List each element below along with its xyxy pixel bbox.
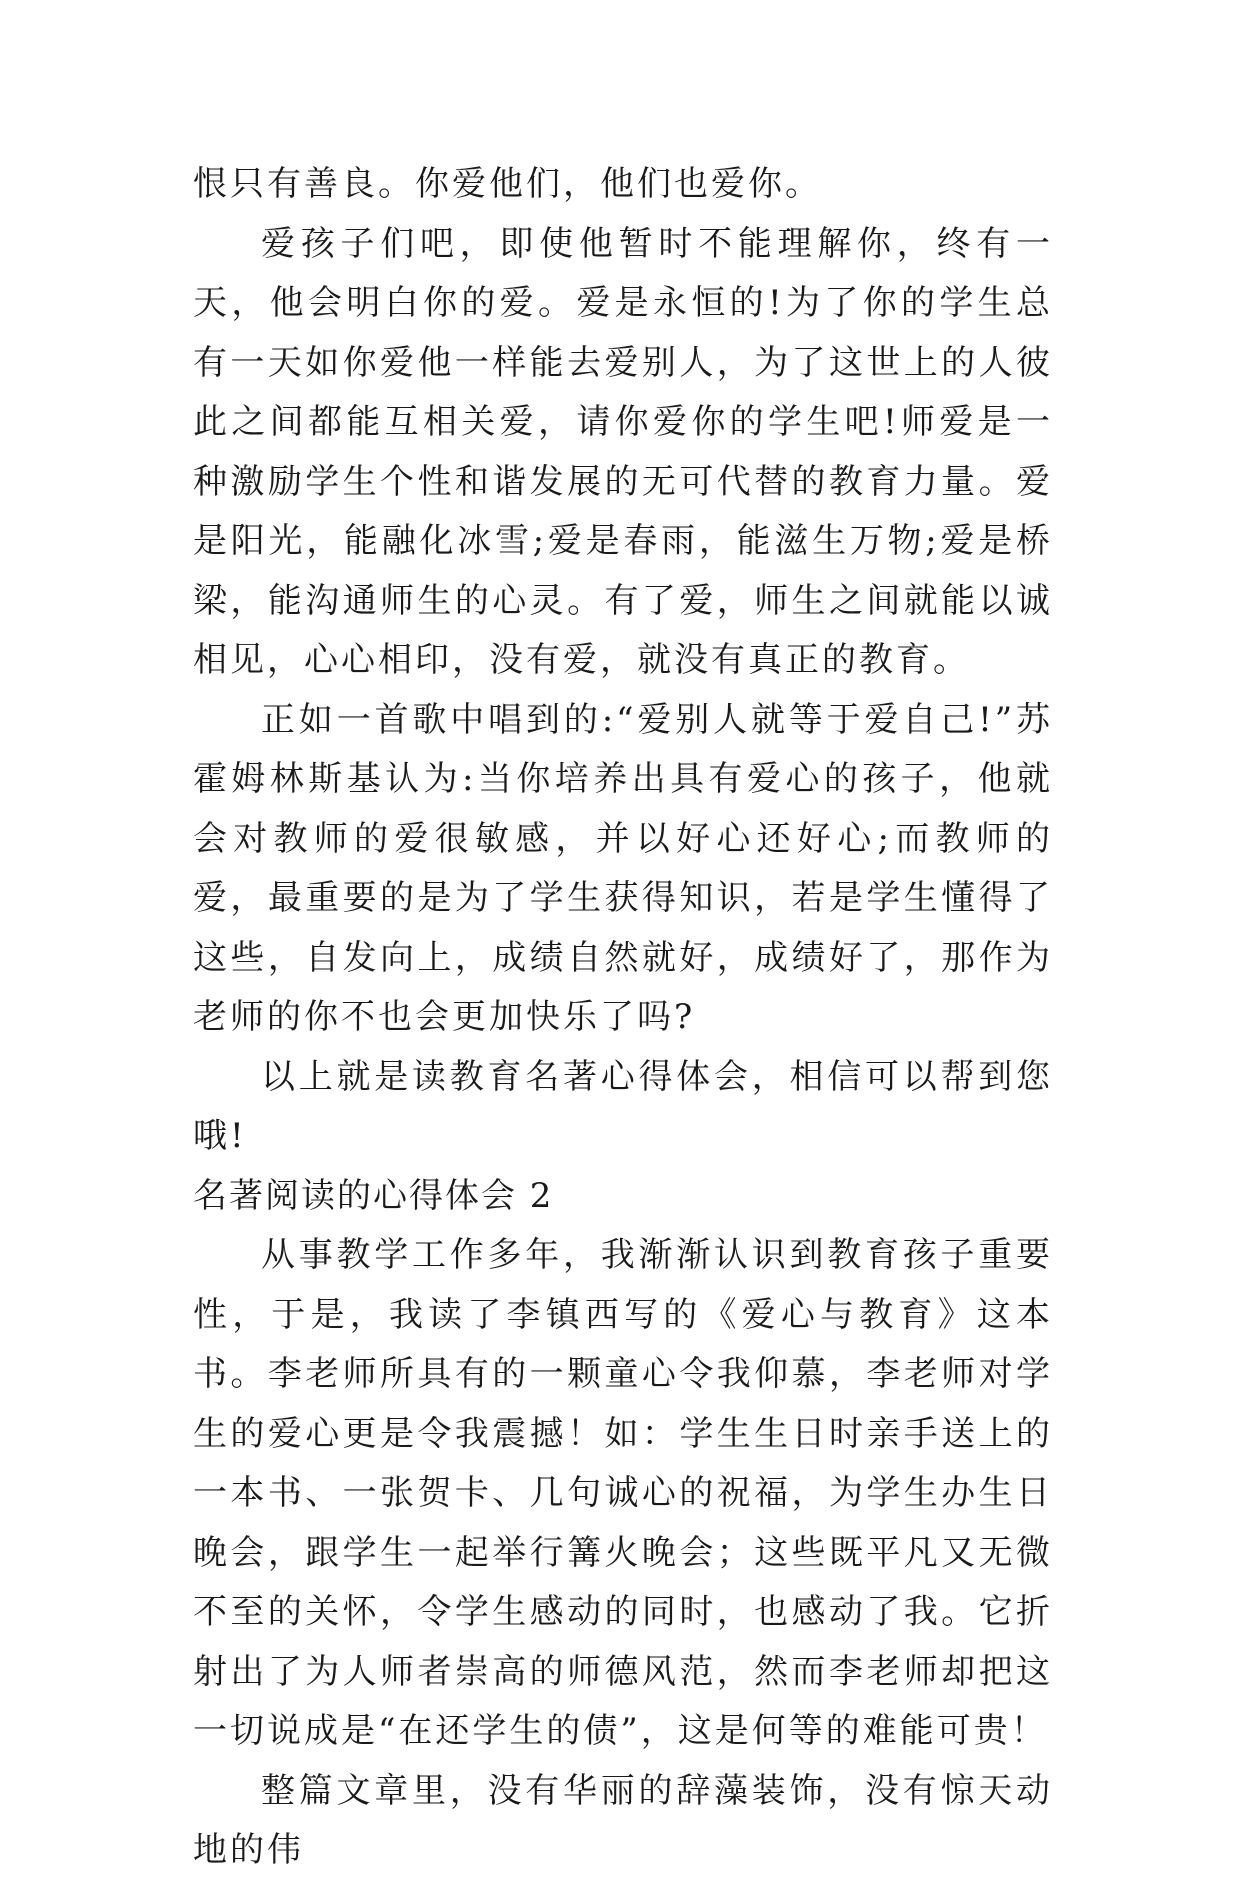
paragraph-1: 恨只有善良。你爱他们，他们也爱你。 xyxy=(193,164,822,204)
paragraph-5: 从事教学工作多年，我渐渐认识到教育孩子重要性，于是，我读了李镇西写的《爱心与教育》这本书。李老师所具有的一颗童心令我仰慕，李老师对学生的爱心更是令我震撼！如：学生生日时亲手送上的一本书、一张贺卡、几句诚心的祝福，为学生办生日晚会，跟学生一起举行篝火晚会；这些既平凡又无微不至的关怀，令学生感动的同时，也感动了我。它折射出了为人师者崇高的师德风范，然而李老师却把这一切说成是“在还学生的债”，这是何等的难能可贵！ xyxy=(193,1235,1053,1751)
section-heading: 名著阅读的心得体会 2 xyxy=(193,1175,554,1216)
paragraph-4: 以上就是读教育名著心得体会，相信可以帮到您哦! xyxy=(193,1056,1053,1156)
paragraph-2: 爱孩子们吧，即使他暂时不能理解你，终有一天，他会明白你的爱。爱是永恒的!为了你的学生总有一天如你爱他一样能去爱别人，为了这世上的人彼此之间都能互相关爱，请你爱你的学生吧!师爱是一种激励学生个性和谐发展的无可代替的教育力量。爱是阳光，能融化冰雪;爱是春雨，能滋生万物;爱是桥梁，能沟通师生的心灵。有了爱，师生之间就能以诚相见，心心相印，没有爱，就没有真正的教育。 xyxy=(193,223,1053,680)
paragraph-3: 正如一首歌中唱到的:“爱别人就等于爱自己!”苏霍姆林斯基认为:当你培养出具有爱心的孩子，他就会对教师的爱很敏感，并以好心还好心;而教师的爱，最重要的是为了学生获得知识，若是学生懂得了这些，自发向上，成绩自然就好，成绩好了，那作为老师的你不也会更加快乐了吗? xyxy=(193,699,1053,1037)
document-body xyxy=(193,155,1053,1881)
paragraph-6: 整篇文章里，没有华丽的辞藻装饰，没有惊天动地的伟 xyxy=(193,1770,1053,1870)
